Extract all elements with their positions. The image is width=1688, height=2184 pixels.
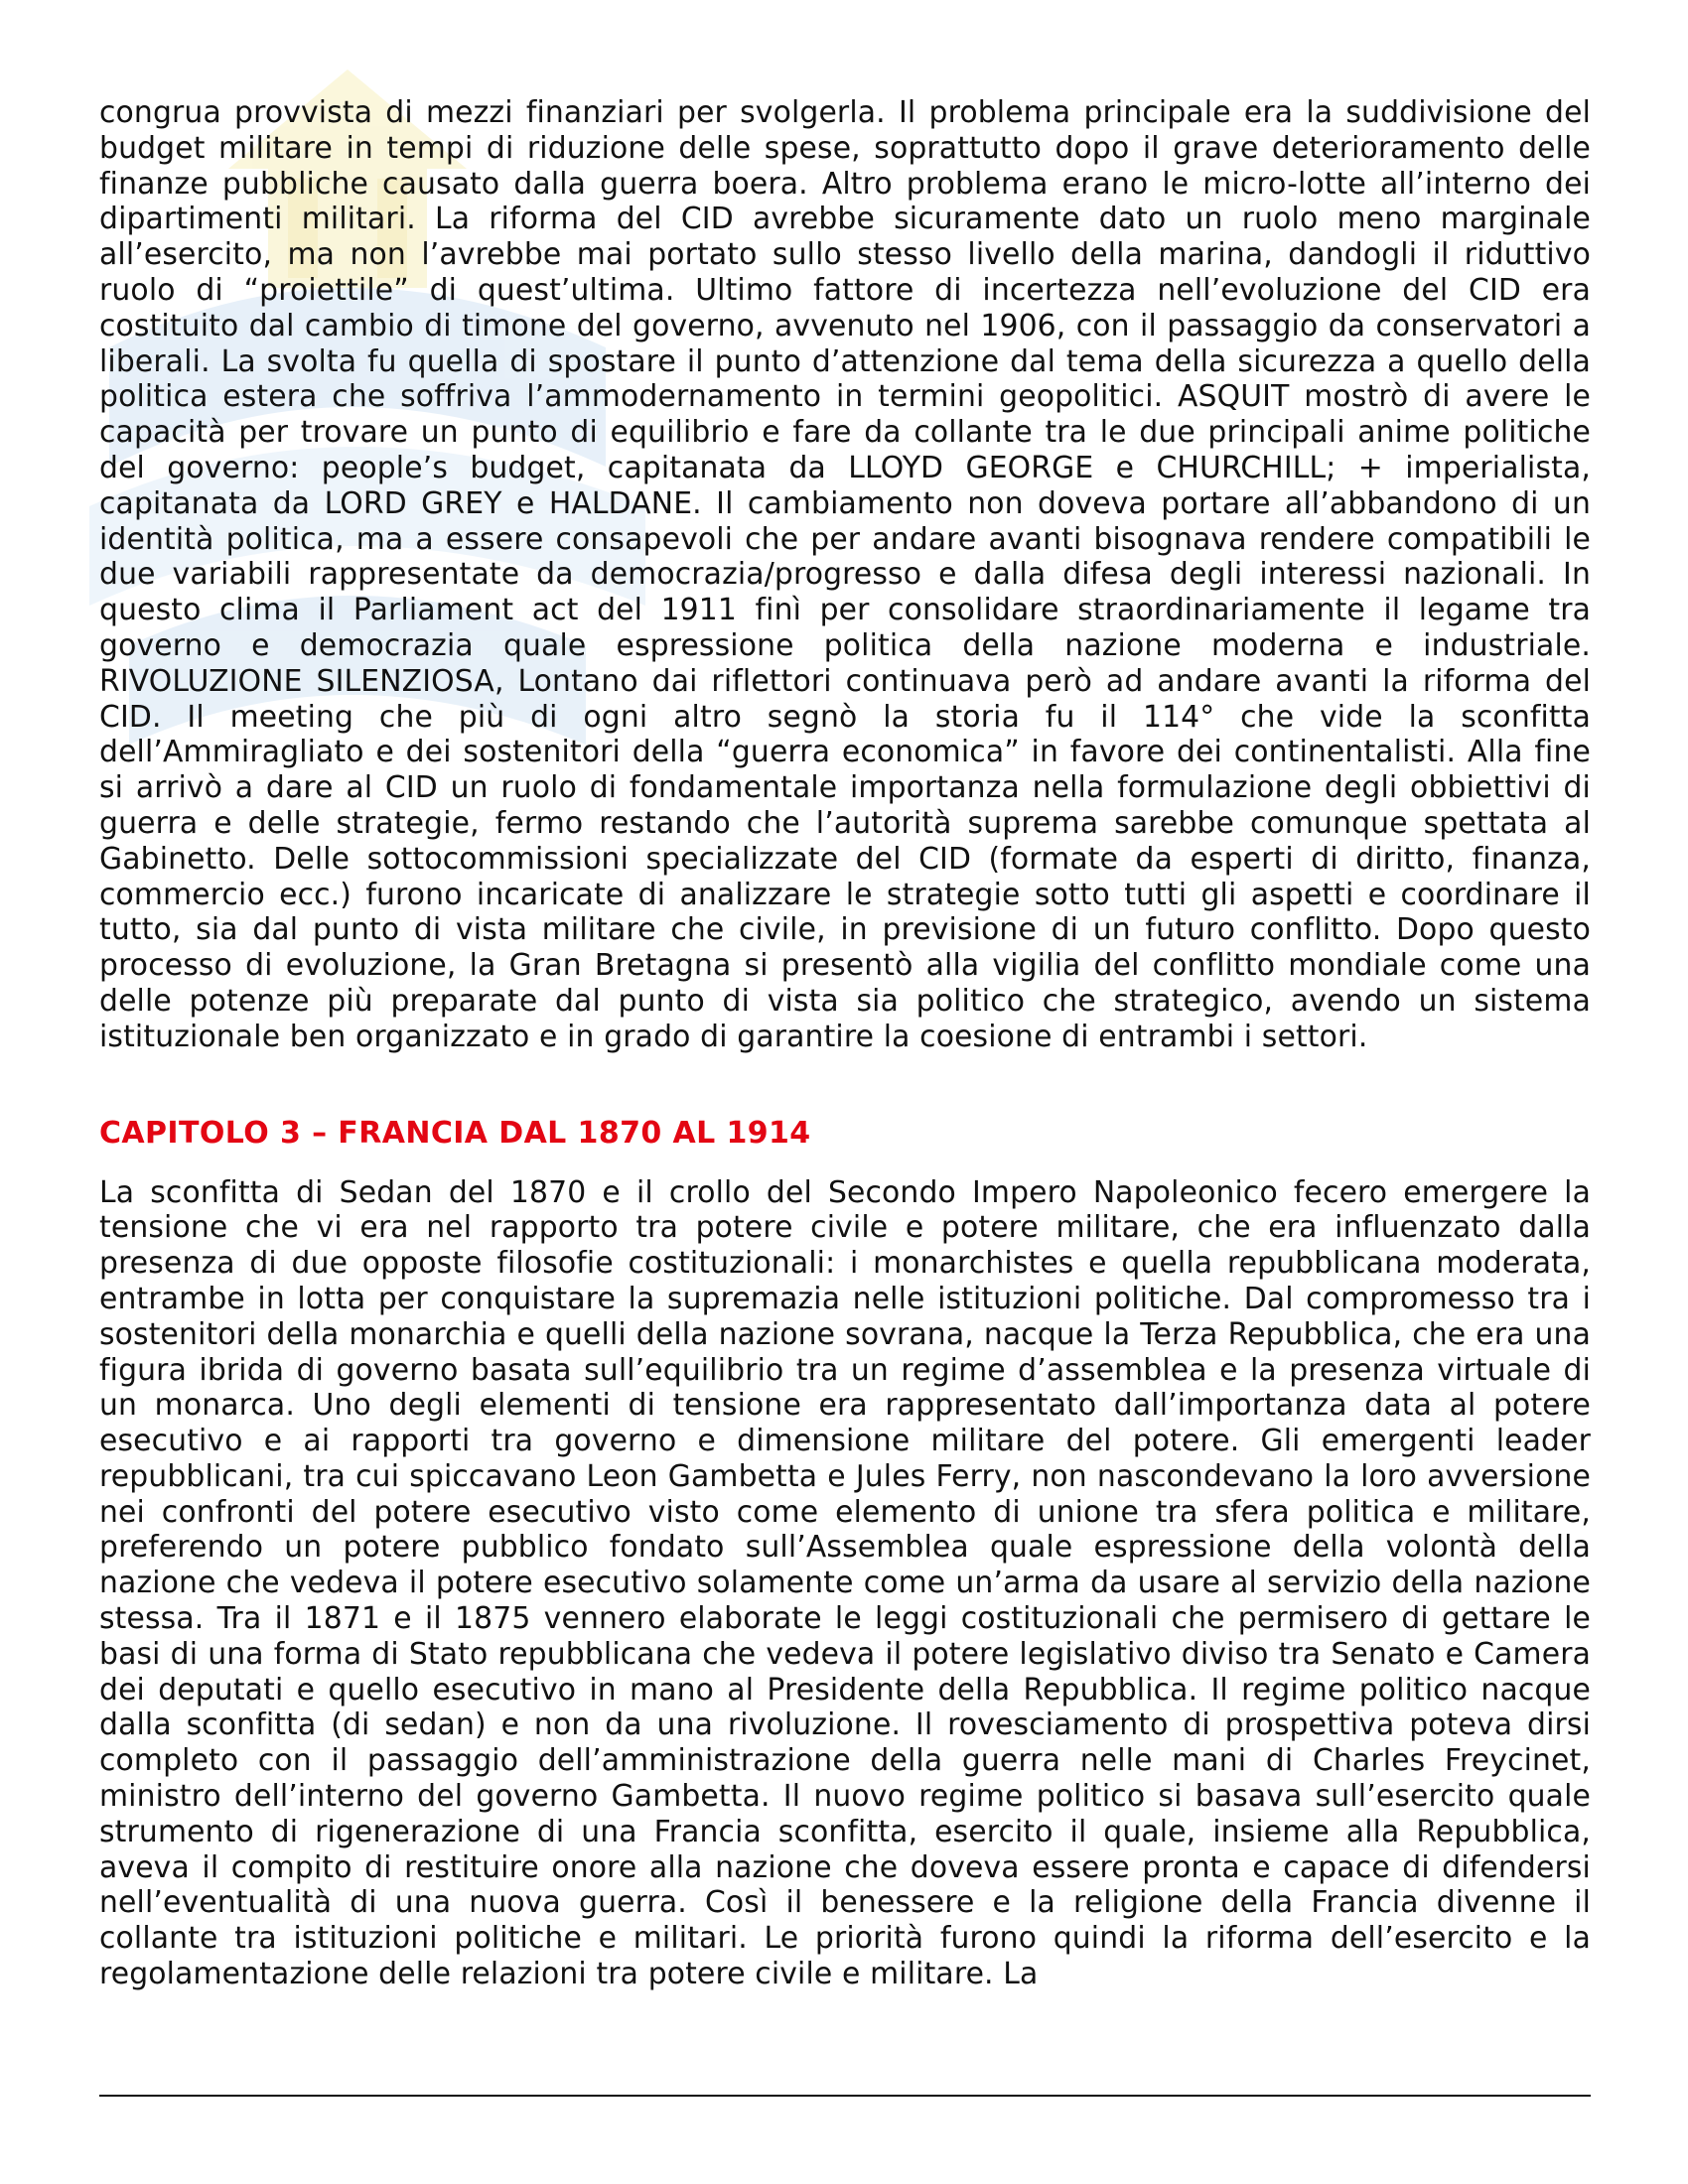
document-page <box>99 95 1591 1992</box>
chapter-heading: CAPITOLO 3 – FRANCIA DAL 1870 AL 1914 <box>99 1115 811 1151</box>
body-paragraph: La sconfitta di Sedan del 1870 e il crollo del Secondo Impero Napoleonico fecero emergere la tensione che vi era nel rapporto tra potere civile e potere militare, che era influenzato dalla presenza di due opposte filosofie costituzionali: i monarchistes e quella repubblicana moderata, entrambe in lotta per conquistare la supremazia nelle istituzioni politiche. Dal compromesso tra i sostenitori della monarchia e quelli della nazione sovrana, nacque la Terza Repubblica, che era una figura ibrida di governo basata sull’equilibrio tra un regime d’assemblea e la presenza virtuale di un monarca. Uno degli elementi di tensione era rappresentato dall’importanza data al potere esecutivo e ai rapporti tra governo e dimensione militare del potere. Gli emergenti leader repubblicani, tra cui spiccavano Leon Gambetta e Jules Ferry, non nascondevano la loro avversione nei confronti del potere esecutivo visto come elemento di unione tra sfera politica e militare, preferendo un potere pubblico fondato sull’Assemblea quale espressione della volontà della nazione che vedeva il potere esecutivo solamente come un’arma da usare al servizio della nazione stessa. Tra il 1871 e il 1875 vennero elaborate le leggi costituzionali che permisero di gettare le basi di una forma di Stato repubblicana che vedeva il potere legislativo diviso tra Senato e Camera dei deputati e quello esecutivo in mano al Presidente della Repubblica. Il regime politico nacque dalla sconfitta (di sedan) e non da una rivoluzione. Il rovesciamento di prospettiva poteva dirsi completo con il passaggio dell’amministrazione della guerra nelle mani di Charles Freycinet, ministro dell’interno del governo Gambetta. Il nuovo regime politico si basava sull’esercito quale strumento di rigenerazione di una Francia sconfitta, esercito il quale, insieme alla Repubblica, aveva il compito di restituire onore alla nazione che doveva essere pronta e capace di difendersi nell’eventualità di una nuova guerra. Così il benessere e la religione della Francia divenne il collante tra istituzioni politiche e militari. Le priorità furono quindi la riforma dell’esercito e la regolamentazione delle relazioni tra potere civile e militare. La <box>99 1174 1591 1992</box>
body-paragraph: congrua provvista di mezzi finanziari per svolgerla. Il problema principale era la suddivisione del budget militare in tempi di riduzione delle spese, soprattutto dopo il grave deterioramento delle finanze pubbliche causato dalla guerra boera. Altro problema erano le micro-lotte all’interno dei dipartimenti militari. La riforma del CID avrebbe sicuramente dato un ruolo meno marginale all’esercito, ma non l’avrebbe mai portato sullo stesso livello della marina, dandogli il riduttivo ruolo di “proiettile” di quest’ultima. Ultimo fattore di incertezza nell’evoluzione del CID era costituito dal cambio di timone del governo, avvenuto nel 1906, con il passaggio da conservatori a liberali. La svolta fu quella di spostare il punto d’attenzione dal tema della sicurezza a quello della politica estera che soffriva l’ammodernamento in termini geopolitici. ASQUIT mostrò di avere le capacità per trovare un punto di equilibrio e fare da collante tra le due principali anime politiche del governo: people’s budget, capitanata da LLOYD GEORGE e CHURCHILL; + imperialista, capitanata da LORD GREY e HALDANE. Il cambiamento non doveva portare all’abbandono di un identità politica, ma a essere consapevoli che per andare avanti bisognava rendere compatibili le due variabili rappresentate da democrazia/progresso e dalla difesa degli interessi nazionali. In questo clima il Parliament act del 1911 finì per consolidare straordinariamente il legame tra governo e democrazia quale espressione politica della nazione moderna e industriale. RIVOLUZIONE SILENZIOSA, Lontano dai riflettori continuava però ad andare avanti la riforma del CID. Il meeting che più di ogni altro segnò la storia fu il 114° che vide la sconfitta dell’Ammiragliato e dei sostenitori della “guerra economica” in favore dei continentalisti. Alla fine si arrivò a dare al CID un ruolo di fondamentale importanza nella formulazione degli obbiettivi di guerra e delle strategie, fermo restando che l’autorità suprema sarebbe comunque spettata al Gabinetto. Delle sottocommissioni specializzate del CID (formate da esperti di diritto, finanza, commercio ecc.) furono incaricate di analizzare le strategie sotto tutti gli aspetti e coordinare il tutto, sia dal punto di vista militare che civile, in previsione di un futuro conflitto. Dopo questo processo di evoluzione, la Gran Bretagna si presentò alla vigilia del conflitto mondiale come una delle potenze più preparate dal punto di vista sia politico che strategico, avendo un sistema istituzionale ben organizzato e in grado di garantire la coesione di entrambi i settori. <box>99 95 1591 1054</box>
footer-divider <box>99 2095 1591 2097</box>
